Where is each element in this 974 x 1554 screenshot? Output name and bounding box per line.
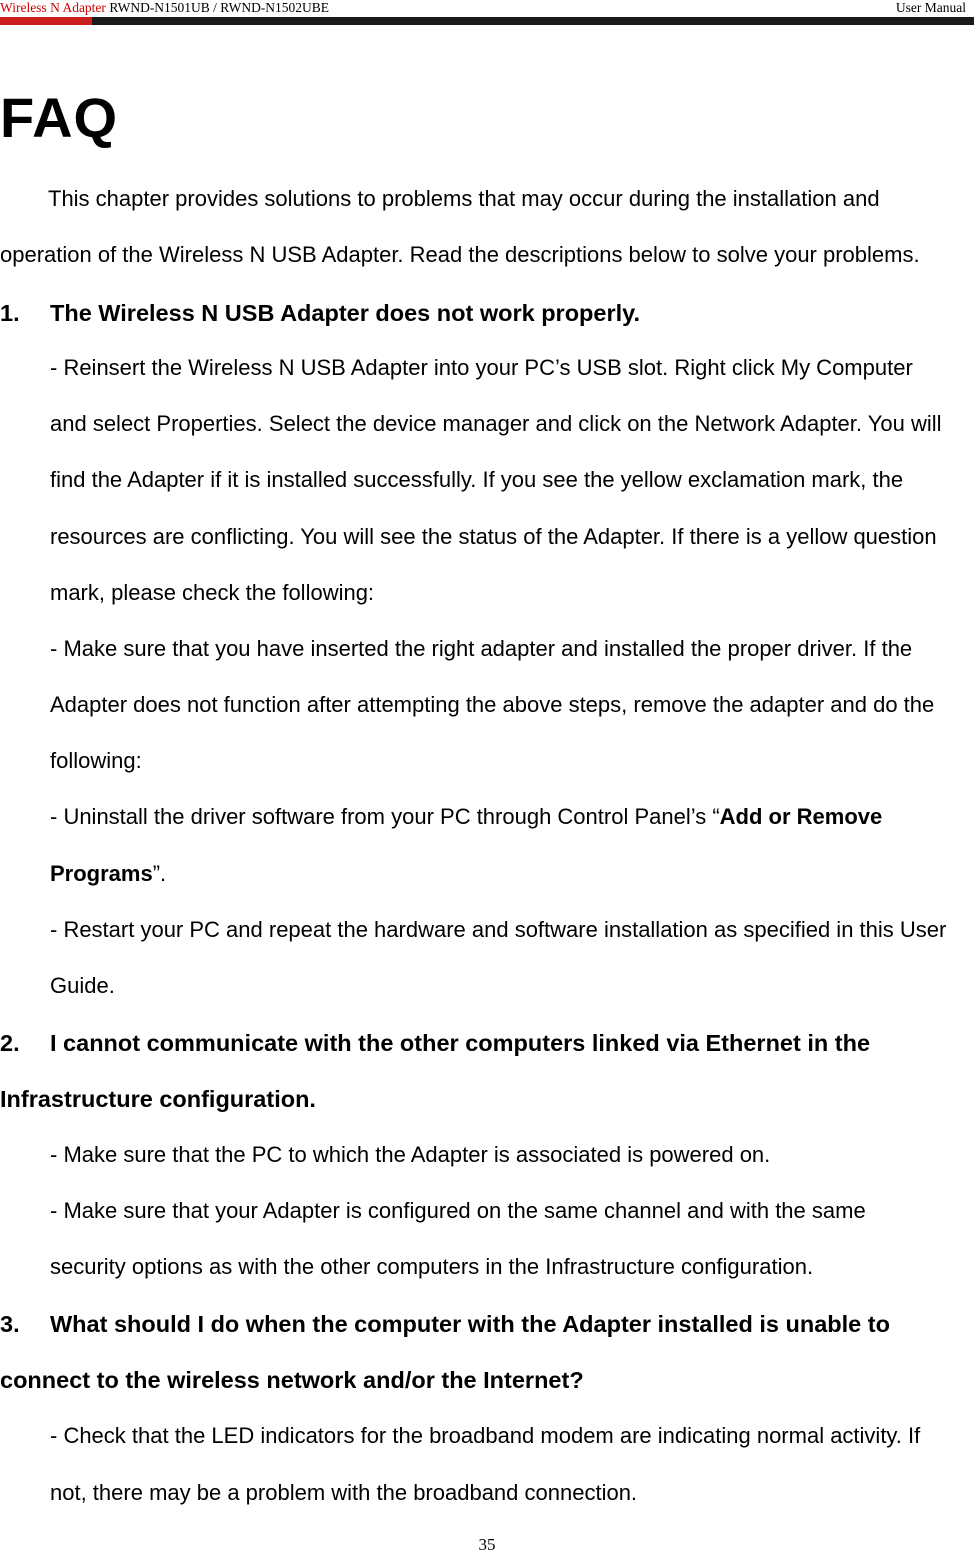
q1-answer-line: following: <box>50 748 142 773</box>
q2-number: 2. <box>0 1030 20 1056</box>
header-rule <box>0 17 974 25</box>
page-title: FAQ <box>0 86 119 149</box>
q3-title-cont: connect to the wireless network and/or the Internet? <box>0 1367 584 1393</box>
q1-answer-line: mark, please check the following: <box>50 580 375 605</box>
q3-title: What should I do when the computer with the Adapter installed is unable to <box>50 1311 890 1337</box>
header-models: RWND-N1501UB / RWND-N1502UBE <box>109 0 330 15</box>
q1-uninstall-line <box>50 804 882 830</box>
q3-answer-line: not, there may be a problem with the broadband connection. <box>50 1480 638 1505</box>
q1-number: 1. <box>0 300 20 326</box>
intro-line: operation of the Wireless N USB Adapter. Read the descriptions below to solve your problems. <box>0 242 920 267</box>
header-rule-accent <box>0 17 92 25</box>
q1-title: The Wireless N USB Adapter does not work properly. <box>50 300 641 326</box>
header-product <box>0 0 329 15</box>
q2-answer-line: security options as with the other computers in the Infrastructure configuration. <box>50 1254 814 1279</box>
q1-answer-line: - Restart your PC and repeat the hardware and software installation as specified in this User <box>50 917 947 942</box>
q2-title-cont: Infrastructure configuration. <box>0 1086 316 1112</box>
header-brand: Wireless N Adapter <box>0 0 106 15</box>
running-header <box>0 0 974 16</box>
q1-answer-line: and select Properties. Select the device manager and click on the Network Adapter. You will <box>50 411 942 436</box>
q3-number: 3. <box>0 1311 20 1337</box>
q1-answer-line: - Reinsert the Wireless N USB Adapter into your PC’s USB slot. Right click My Computer <box>50 355 913 380</box>
q2-title: I cannot communicate with the other computers linked via Ethernet in the <box>50 1030 871 1056</box>
q1-uninstall-text: - Uninstall the driver software from your PC through Control Panel’s “ <box>50 804 720 829</box>
q1-answer-line: Adapter does not function after attempting the above steps, remove the adapter and do the <box>50 692 935 717</box>
add-remove-label: Add or Remove <box>719 804 883 829</box>
q1-answer-line: Guide. <box>50 973 115 998</box>
q3-answer-line: - Check that the LED indicators for the broadband modem are indicating normal activity. If <box>50 1423 921 1448</box>
q1-answer-line: find the Adapter if it is installed successfully. If you see the yellow exclamation mark, the <box>50 467 904 492</box>
q1-answer-line: - Make sure that you have inserted the right adapter and installed the proper driver. If the <box>50 636 913 661</box>
intro-line: This chapter provides solutions to problems that may occur during the installation and <box>48 186 880 211</box>
programs-label: Programs <box>50 861 153 886</box>
page-number: 35 <box>478 1535 496 1554</box>
q2-answer-line: - Make sure that the PC to which the Adapter is associated is powered on. <box>50 1142 771 1167</box>
header-doc-type: User Manual <box>895 0 966 15</box>
q1-uninstall-line <box>50 861 166 887</box>
q2-answer-line: - Make sure that your Adapter is configured on the same channel and with the same <box>50 1198 866 1223</box>
q1-answer-line: resources are conflicting. You will see the status of the Adapter. If there is a yellow question <box>50 524 937 549</box>
q1-uninstall-end: ”. <box>152 861 167 886</box>
